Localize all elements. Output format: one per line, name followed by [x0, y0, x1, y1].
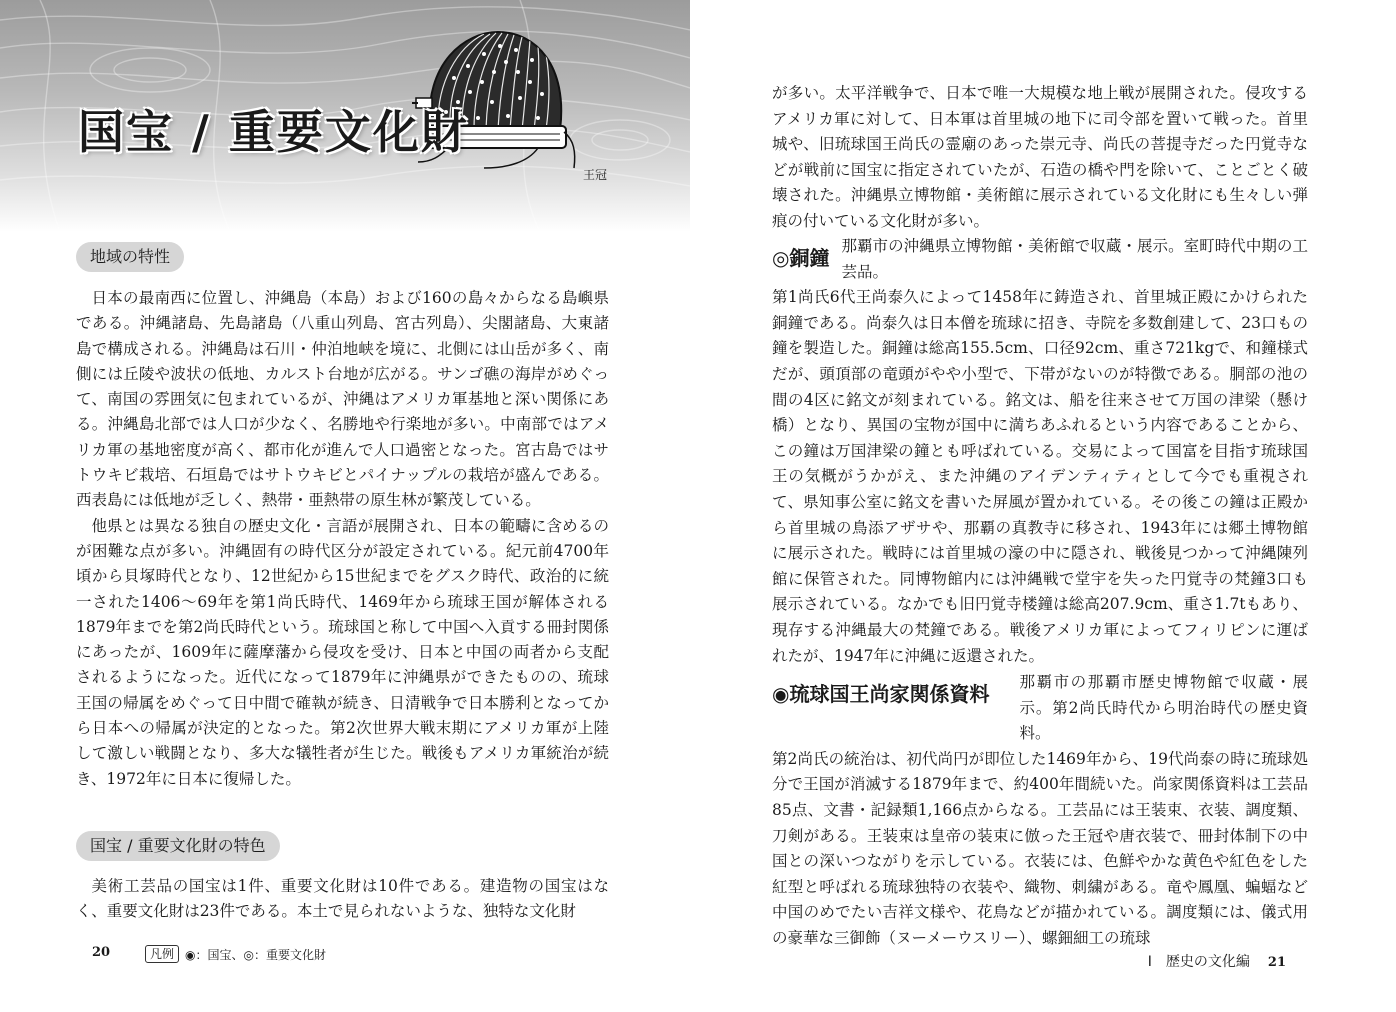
item-header [772, 234, 1308, 285]
continued-text [772, 81, 1308, 235]
item-lead: 那覇市の沖縄県立博物館・美術館で収蔵・展示。室町時代中期の工芸品。 [841, 237, 1308, 281]
footer-right [1148, 951, 1286, 971]
crown-caption: 王冠 [583, 168, 608, 182]
legend [145, 945, 326, 963]
paragraph: 他県とは異なる独自の歴史文化・言語が展開され、日本の範疇に含めるのが困難な点が多い。沖縄固有の時代区分が設定されている。紀元前4700年頃から貝塚時代となり、12世紀から15世紀までをグスク時代、政治的に統一された1406～69年を第1尚氏時代、1469年から琉球王国が解体される1879年までを第2尚氏時代という。琉球国と称して中国へ入貢する冊封関係にあったが、1609年に薩摩藩から侵攻を受け、日本と中国の両者から支配されるようになった。近代になって1879年に沖縄県ができたものの、琉球王国の帰属をめぐって日中間で確執が続き、日清戦争で日本勝利となってから日本への帰属が決定的となった。第2次世界大戦末期にアメリカ軍が上陸して激しい戦闘となり、多大な犠牲者が生じた。戦後もアメリカ軍統治が続き、1972年に日本に復帰した。 [76, 516, 609, 788]
legend-label: 凡例 [145, 945, 179, 963]
section-heading-treasure-features: 国宝 / 重要文化財の特色 [76, 831, 280, 861]
page-number-right: 21 [1267, 955, 1286, 970]
paragraph: が多い。太平洋戦争で、日本で唯一大規模な地上戦が展開された。侵攻するアメリカ軍に対して、日本軍は首里城の地下に司令部を置いて戦った。首里城や、旧琉球国王尚氏の霊廟のあった崇元寺、尚氏の菩提寺だった円覚寺などが戦前に国宝に指定されていたが、石造の橋や門を除いて、ことごとく破壊された。沖縄県立博物館・美術館に展示されている文化財にも生々しい弾痕の付いている文化財が多い。 [772, 84, 1308, 230]
running-head: Ⅰ 歴史の文化編 [1147, 954, 1250, 970]
item-title: ◉琉球国王尚家関係資料 [772, 682, 990, 706]
item-header [772, 670, 1308, 747]
right-page [698, 0, 1396, 1012]
treasure-features-text [76, 874, 609, 925]
item-body: 第2尚氏の統治は、初代尚円が即位した1469年から、19代尚泰の時に琉球処分で王国が消滅する1879年まで、約400年間続いた。尚家関係資料は工芸品85点、文書・記録類1,166点からなる。工芸品には王装束、衣装、調度類、刀剣がある。王装束は皇帝の装束に倣った王冠や唐衣装で、冊封体制下の中国との深いつながりを示している。衣装には、色鮮やかな黄色や紅色をした紅型と呼ばれる琉球独特の衣装や、織物、刺繍がある。竜や鳳凰、蝙蝠など中国のめでたい吉祥文様や、花鳥などが描かれている。調度類には、儀式用の豪華な三御飾（ヌーメーウスリー）、螺鈿細工の琉球 [772, 749, 1308, 947]
paragraph: 日本の最南西に位置し、沖縄島（本島）および160の島々からなる島嶼県である。沖縄諸島、先島諸島（八重山列島、宮古列島）、尖閣諸島、大東諸島で構成される。沖縄島は石川・仲泊地峡を境に、北側には山岳が多く、南側には丘陵や波状の低地、カルスト台地が広がる。サンゴ礁の海岸がめぐって、南国の雰囲気に包まれているが、沖縄はアメリカ軍基地と深い関係にある。沖縄島北部では人口が少なく、名勝地や行楽地が多い。中南部ではアメリカ軍の基地密度が高く、都市化が進んで人口過密となった。宮古島ではサトウキビ栽培、石垣島ではサトウキビとパイナップルの栽培が盛んである。西表島には低地が乏しく、熱帯・亜熱帯の原生林が繁茂している。 [76, 289, 609, 510]
chapter-title: 国宝 / 重要文化財 [78, 105, 469, 159]
item-bronze-bell [772, 234, 1308, 669]
item-sho-family-materials [772, 670, 1308, 952]
section-heading-regional-features: 地域の特性 [76, 242, 184, 272]
left-page [0, 0, 690, 1012]
item-body: 第1尚氏6代王尚泰久によって1458年に鋳造され、首里城正殿にかけられた銅鐘である。尚泰久は日本僧を琉球に招き、寺院を多数創建して、23口もの鐘を製造した。銅鐘は総高155.5cm、口径92cm、重さ721kgで、和鐘様式だが、頭頂部の竜頭がやや小型で、下帯がないのが特徴である。胴部の池の間の4区に銘文が刻まれている。銘文は、船を往来させて万国の津梁（懸け橋）となり、異国の宝物が国中に満ちあふれるという内容であることから、この鐘は万国津梁の鐘とも呼ばれている。交易によって国富を目指す琉球国王の気概がうかがえ、また沖縄のアイデンティティとして今でも重視されて、県知事公室に銘文を書いた屏風が置かれている。その後この鐘は正殿から首里城の鳥添アザサや、那覇の真教寺に移され、1943年には郷土博物館に展示された。戦時には首里城の濠の中に隠され、戦後見つかって沖縄陳列館に保管された。同博物館内には沖縄戦で堂宇を失った円覚寺の梵鐘3口も展示されている。なかでも旧円覚寺楼鐘は総高207.9cm、重さ1.7tもあり、現存する沖縄最大の梵鐘である。戦後アメリカ軍によってフィリピンに運ばれたが、1947年に沖縄に返還された。 [772, 288, 1308, 665]
item-lead: 那覇市の那覇市歴史博物館で収蔵・展示。第2尚氏時代から明治時代の歴史資料。 [1019, 673, 1308, 743]
page-number-left: 20 [92, 945, 111, 960]
legend-text: ◉：国宝、◎：重要文化財 [185, 947, 326, 962]
regional-features-text [76, 286, 609, 792]
chapter-header-band [0, 0, 690, 232]
item-title: ◎銅鐘 [772, 246, 830, 270]
paragraph: 美術工芸品の国宝は1件、重要文化財は10件である。建造物の国宝はなく、重要文化財は23件である。本土で見られないような、独特な文化財 [76, 877, 609, 921]
